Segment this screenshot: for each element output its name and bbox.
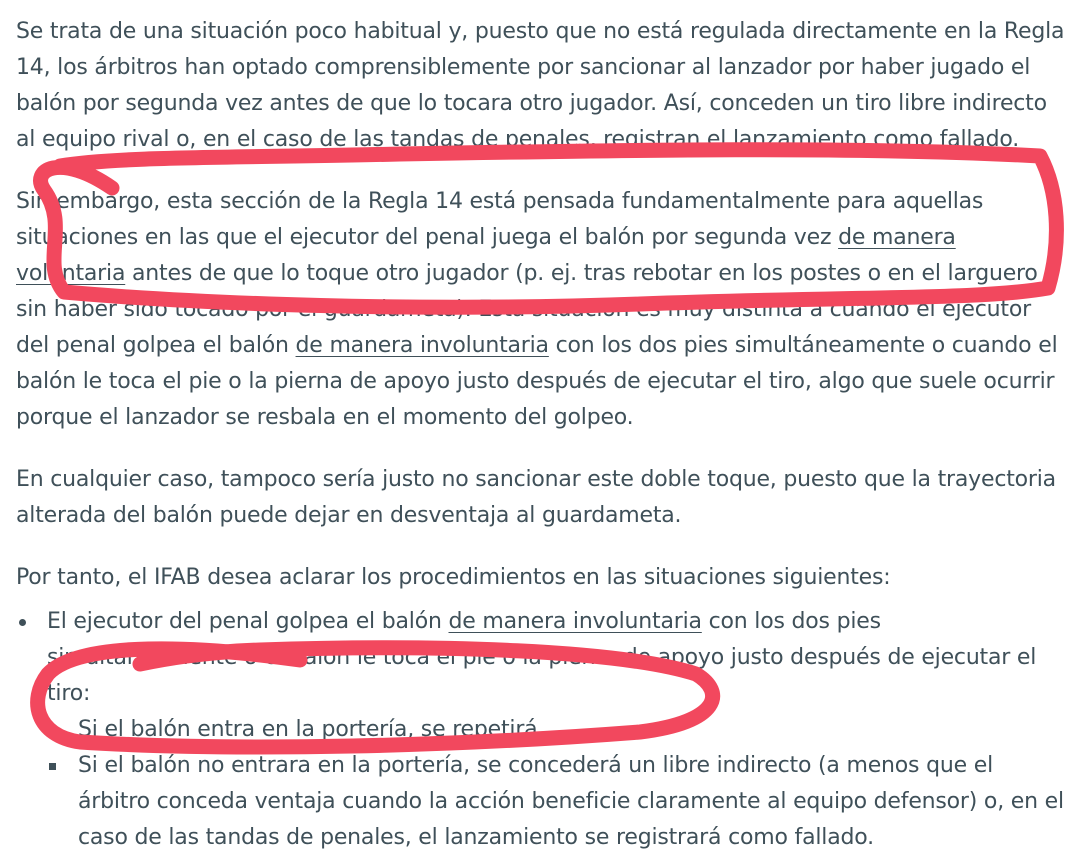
sub-list-item-goal (47, 712, 1066, 748)
paragraph-text: antes de que lo toque otro jugador (p. ej. tras rebotar en los postes o en el larguero sin haber sido tocado por el guardameta). Esta situación es muy distinta a cuando el ejecutor del penal golpea el balón (16, 261, 1038, 358)
paragraph-rule-section (16, 184, 1066, 436)
sub-list-item-no-goal (47, 748, 1066, 856)
sub-list-item-text: Si el balón no entrara en la portería, se concederá un libre indirecto (a menos que el árbitro conceda ventaja cuando la acción beneficie claramente al equipo defensor) o, en el caso de las tandas de penales, el lanzamiento se registrará como fallado. (78, 753, 1064, 850)
list-item-text: con los dos pies simultáneamente o el balón le toca el pie o la pierna de apoyo justo después de ejecutar el tiro: (47, 609, 1037, 706)
list-item-text: El ejecutor del penal golpea el balón (47, 609, 449, 634)
paragraph-text: con los dos pies simultáneamente o cuando el balón le toca el pie o la pierna de apoyo justo después de ejecutar el tiro, algo que suele ocurrir porque el lanzador se resbala en el momento del golpeo. (16, 333, 1058, 430)
link-involuntary[interactable]: de manera involuntaria (295, 333, 549, 358)
paragraph-situation (16, 14, 1066, 158)
link-voluntary[interactable]: de manera voluntaria (16, 225, 956, 286)
paragraph-text: En cualquier caso, tampoco sería justo no sancionar este doble toque, puesto que la trayectoria alterada del balón puede dejar en desventaja al guardameta. (16, 467, 1056, 528)
paragraph-text: Sin embargo, esta sección de la Regla 14 está pensada fundamentalmente para aquellas situaciones en las que el ejecutor del penal juega el balón por segunda vez (16, 189, 984, 250)
sub-list-item-text: Si el balón entra en la portería, se repetirá. (78, 717, 545, 742)
list-item (16, 604, 1066, 856)
link-involuntary-list[interactable]: de manera involuntaria (448, 609, 702, 634)
article-body (16, 14, 1066, 856)
sub-list (47, 712, 1066, 856)
paragraph-text: Por tanto, el IFAB desea aclarar los procedimientos en las situaciones siguientes: (16, 565, 891, 590)
paragraph-text: Se trata de una situación poco habitual y, puesto que no está regulada directamente en la Regla 14, los árbitros han optado comprensiblemente por sancionar al lanzador por haber jugado el balón por segunda vez antes de que lo tocara otro jugador. Así, conceden un tiro libre indirecto al equipo rival o, en el caso de las tandas de penales, registran el lanzamiento como fallado. (16, 19, 1065, 152)
procedure-list (16, 604, 1066, 856)
paragraph-ifab (16, 560, 1066, 596)
paragraph-double-touch (16, 462, 1066, 534)
